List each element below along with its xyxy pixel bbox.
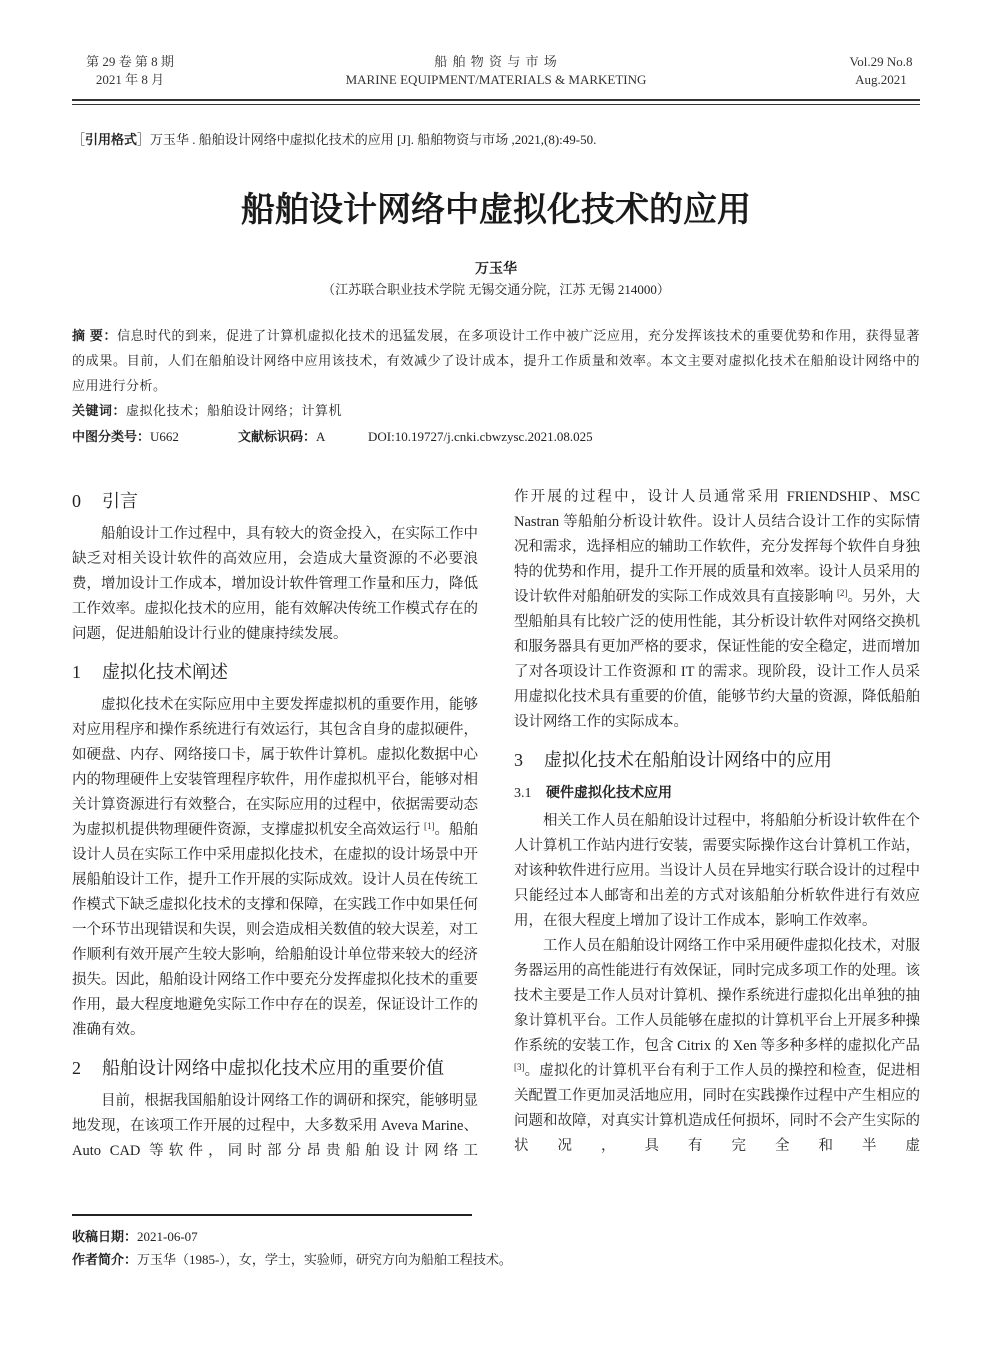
section-number: 1	[72, 662, 81, 682]
author-bio: 万玉华（1985-），女，学士，实验师，研究方向为船舶工程技术。	[137, 1252, 512, 1267]
paragraph-text: 作开展的过程中，设计人员通常采用 FRIENDSHIP、MSC Nastran 等船舶分析设计软件。设计人员结合设计工作的实际情况和需求，选择相应的辅助工作软件，充分发挥每个软件自身独特的优势和作用，提升工作开展的质量和效率。设计人员采用的设计软件对船舶研发的实际工作成效具有直接影响	[514, 489, 920, 605]
citation-format	[72, 131, 920, 149]
issue-date: 2021 年 8 月	[95, 72, 165, 87]
section-title: 虚拟化技术阐述	[102, 662, 228, 682]
author-name: 万玉华	[475, 260, 517, 276]
paragraph-text: 。另外，大型船舶具有比较广泛的使用性能，其分析设计软件对网络交换机和服务器具有更加严格的要求，保证性能的安全稳定，进而增加了对各项设计工作资源和 IT 的需求。现阶段，设计工作人员采用虚拟化技术具有重要的价值，能够节约大量的资源，降低船舶设计网络工作的实际成本。	[514, 589, 921, 730]
section-number: 2	[72, 1058, 81, 1078]
header-issue-info	[72, 53, 188, 89]
header-journal-name	[296, 53, 696, 89]
body-column-right	[514, 485, 920, 1159]
received-date-label: 收稿日期：	[72, 1229, 138, 1244]
subsection-heading-3-1	[514, 781, 920, 805]
clc-item	[72, 424, 179, 449]
section-number: 3	[514, 750, 523, 770]
received-date-note	[72, 1228, 920, 1246]
section-title: 引言	[102, 491, 138, 511]
volume-number-en: Vol.29 No.8	[849, 54, 913, 69]
clc-label: 中图分类号：	[72, 429, 151, 444]
citation-text: 万玉华 . 船舶设计网络中虚拟化技术的应用 [J]. 船舶物资与市场 ,2021,(8):49-50.	[150, 132, 597, 147]
paragraph-continued	[514, 485, 920, 735]
classification-line	[72, 424, 920, 449]
volume-issue: 第 29 卷 第 8 期	[86, 54, 174, 69]
subsection-title: 硬件虚拟化技术应用	[546, 784, 672, 800]
header-rule-thin	[72, 104, 920, 105]
document-code-item	[238, 424, 325, 449]
doi: DOI:10.19727/j.cnki.cbwzysc.2021.08.025	[368, 429, 593, 444]
abstract	[72, 323, 920, 398]
paragraph	[72, 1089, 478, 1164]
abstract-label: 摘 要：	[72, 328, 118, 343]
author-bio-note	[72, 1251, 920, 1269]
paragraph-text: 工作人员在船舶设计网络工作中采用硬件虚拟化技术，对服务器运用的高性能进行有效保证，同时完成多项工作的处理。该技术主要是工作人员对计算机、操作系统进行虚拟化出单独的抽象计算机平台。工作人员能够在虚拟的计算机平台上开展多种操作系统的安装工作，包含 Citrix 的 Xen 等多种多样的虚拟化产品	[514, 938, 920, 1054]
citation-bracket-close: ］	[137, 132, 151, 147]
document-code: A	[316, 429, 326, 444]
header-volume-en	[826, 53, 936, 89]
section-title: 船舶设计网络中虚拟化技术应用的重要价值	[102, 1058, 444, 1078]
paragraph	[514, 809, 920, 934]
section-heading-1	[72, 659, 478, 685]
reference-marker: [2]	[836, 588, 848, 598]
clc-code: U662	[150, 429, 179, 444]
document-code-label: 文献标识码：	[238, 429, 317, 444]
section-heading-2	[72, 1055, 478, 1081]
keywords-label: 关键词：	[72, 403, 127, 418]
subsection-number: 3.1	[514, 786, 532, 801]
footnote-rule	[72, 1214, 472, 1216]
reference-marker: [3]	[514, 1062, 525, 1072]
journal-name-cn: 船 舶 物 资 与 市 场	[434, 54, 558, 69]
section-heading-0	[72, 488, 478, 514]
citation-bracket-open: ［	[72, 132, 86, 147]
journal-name-en: MARINE EQUIPMENT/MATERIALS & MARKETING	[345, 72, 647, 87]
issue-date-en: Aug.2021	[855, 72, 907, 87]
received-date: 2021-06-07	[137, 1229, 198, 1244]
paragraph-text: 。船舶设计人员在实际工作中采用虚拟化技术，在虚拟的设计场景中开展船舶设计工作，提升工作开展的实际成效。设计人员在传统工作模式下缺乏虚拟化技术的支撑和保障，在实践工作中如果任何一个环节出现错误和失误，则会造成相关数值的较大误差，对工作顺利有效开展产生较大影响，给船舶设计单位带来较大的经济损失。因此，船舶设计网络工作中要充分发挥虚拟化技术的重要作用，最大程度地避免实际工作中存在的误差，保证设计工作的准确有效。	[72, 822, 479, 1038]
keywords	[72, 398, 920, 423]
paragraph	[72, 693, 478, 1043]
header-rule-thick	[72, 99, 920, 101]
section-heading-3	[514, 747, 920, 773]
author-affiliation: （江苏联合职业技术学院 无锡交通分院，江苏 无锡 214000）	[322, 282, 670, 297]
paragraph-text: 相关工作人员在船舶设计过程中，将船舶分析设计软件在个人计算机工作站内进行安装，需要实际操作这台计算机工作站，对该种软件进行应用。当设计人员在异地实行联合设计的过程中只能经过本人邮寄和出差的方式对该船舶分析软件进行有效应用，在很大程度上增加了设计工作成本，影响工作效率。	[514, 813, 920, 929]
keywords-text: 虚拟化技术；船舶设计网络；计算机	[126, 403, 343, 418]
paper-title: 船舶设计网络中虚拟化技术的应用	[241, 191, 751, 229]
paragraph-text: 船舶设计工作过程中，具有较大的资金投入，在实际工作中缺乏对相关设计软件的高效应用，会造成大量资源的不必要浪费，增加设计工作成本，增加设计软件管理工作量和压力，降低工作效率。虚拟化技术的应用，能有效解决传统工作模式存在的问题，促进船舶设计行业的健康持续发展。	[72, 526, 478, 642]
citation-label: 引用格式	[85, 132, 138, 147]
paragraph-text: 。虚拟化的计算机平台有利于工作人员的操控和检查，促进相关配置工作更加灵活地应用，同时在实践操作过程中产生相应的问题和故障，对真实计算机造成任何损坏，同时不会产生实际的状况，具有完全和半虚	[514, 1063, 920, 1154]
reference-marker: [1]	[423, 821, 435, 831]
paragraph-text: 目前，根据我国船舶设计网络工作的调研和探究，能够明显地发现，在该项工作开展的过程中，大多数采用 Aveva Marine、Auto CAD 等软件，同时部分昂贵船舶设计网络工	[72, 1093, 478, 1159]
body-column-left	[72, 476, 478, 1164]
abstract-text: 信息时代的到来，促进了计算机虚拟化技术的迅猛发展，在多项设计工作中被广泛应用，充分发挥该技术的重要优势和作用，获得显著的成果。目前，人们在船舶设计网络中应用该技术，有效减少了设计成本，提升工作质量和效率。本文主要对虚拟化技术在船舶设计网络中的应用进行分析。	[72, 328, 920, 393]
paragraph	[514, 934, 920, 1159]
section-title: 虚拟化技术在船舶设计网络中的应用	[544, 750, 832, 770]
paragraph	[72, 522, 478, 647]
author-bio-label: 作者简介：	[72, 1252, 138, 1267]
section-number: 0	[72, 491, 81, 511]
paragraph-text: 虚拟化技术在实际应用中主要发挥虚拟机的重要作用，能够对应用程序和操作系统进行有效运行，其包含自身的虚拟硬件，如硬盘、内存、网络接口卡，属于软件计算机。虚拟化数据中心内的物理硬件上安装管理程序软件，用作虚拟机平台，能够对相关计算资源进行有效整合，在实际应用的过程中，依据需要动态为虚拟机提供物理硬件资源，支撑虚拟机安全高效运行	[72, 697, 478, 838]
